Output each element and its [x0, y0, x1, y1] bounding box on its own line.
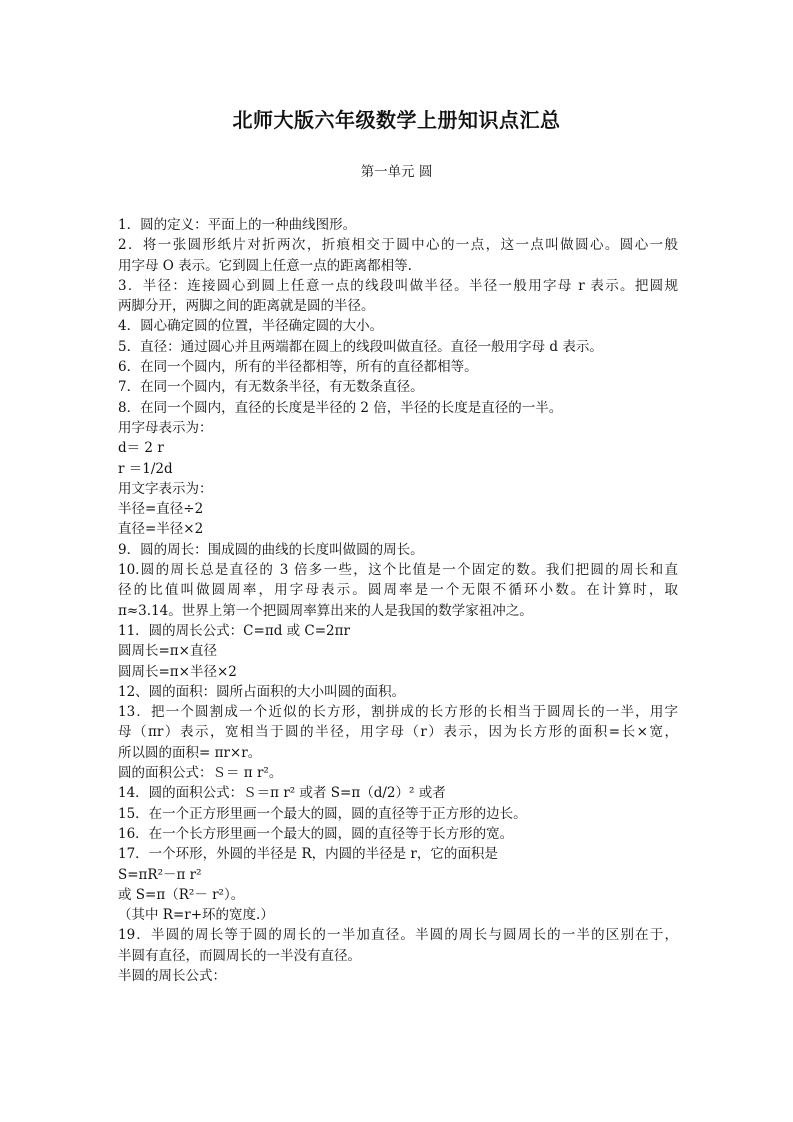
formula-line: 圆周长=π×直径	[118, 643, 217, 660]
text-line: 半圆的周长公式：	[118, 967, 226, 984]
text-line: 用字母 O 表示。它到圆上任意一点的距离都相等.	[118, 257, 412, 274]
formula-line: S=πR²－π r²	[118, 866, 202, 883]
text-line: 3．半径：连接圆心到圆上任意一点的线段叫做半径。半径一般用字母 r 表示。把圆规	[118, 277, 678, 294]
text-line: π≈3.14。世界上第一个把圆周率算出来的人是我国的数学家祖冲之。	[118, 602, 533, 619]
text-line: 用字母表示为：	[118, 419, 213, 436]
text-line: 径的比值叫做圆周率，用字母表示。圆周率是一个无限不循环小数。在计算时，取	[118, 582, 678, 599]
formula-line: d＝ 2 r	[118, 440, 164, 457]
text-line: 7．在同一个圆内，有无数条半径，有无数条直径。	[118, 379, 424, 396]
document-body	[118, 215, 678, 986]
text-line: 17．一个环形，外圆的半径是 R，内圆的半径是 r，它的面积是	[118, 846, 498, 863]
formula-line: 圆周长=π×半径×2	[118, 663, 237, 680]
formula-line: 或 S=π（R²－ r²）。	[118, 886, 245, 903]
text-line: 5．直径：通过圆心并且两端都在圆上的线段叫做直径。直径一般用字母 d 表示。	[118, 338, 603, 355]
text-line: 8．在同一个圆内，直径的长度是半径的 2 倍，半径的长度是直径的一半。	[118, 399, 563, 416]
text-line: 半圆有直径，而圆周长的一半没有直径。	[118, 947, 361, 964]
text-line: 两脚分开，两脚之间的距离就是圆的半径。	[118, 298, 375, 315]
text-line: 6．在同一个圆内，所有的半径都相等，所有的直径都相等。	[118, 359, 478, 376]
text-line: 4．圆心确定圆的位置，半径确定圆的大小。	[118, 318, 384, 335]
page-title: 北师大版六年级数学上册知识点汇总	[232, 108, 561, 132]
text-line: （其中 R=r+环的宽度.）	[118, 907, 274, 924]
text-line: 10.圆的周长总是直径的 3 倍多一些，这个比值是一个固定的数。我们把圆的周长和直	[118, 562, 678, 579]
formula-line: 14．圆的面积公式：Ｓ＝π r² 或者 S=π（d/2）² 或者	[118, 785, 446, 802]
text-line: 19．半圆的周长等于圆的周长的一半加直径。半圆的周长与圆周长的一半的区别在于，	[118, 927, 678, 944]
text-line: 1．圆的定义：平面上的一种曲线图形。	[118, 217, 357, 233]
formula-line: 半径=直径÷2	[118, 501, 204, 518]
formula-line: 直径=半径×2	[118, 521, 204, 538]
text-line: 所以圆的面积= πr×r。	[118, 744, 262, 761]
section-heading: 第一单元 圆	[360, 164, 433, 180]
text-line: 2．将一张圆形纸片对折两次，折痕相交于圆中心的一点，这一点叫做圆心。圆心一般	[118, 237, 678, 254]
formula-line: r ＝1/2d	[118, 460, 173, 477]
text-line: 12、圆的面积：圆所占面积的大小叫圆的面积。	[118, 683, 406, 700]
text-line: 9．圆的周长：围成圆的曲线的长度叫做圆的周长。	[118, 541, 424, 558]
text-line: 13．把一个圆割成一个近似的长方形，割拼成的长方形的长相当于圆周长的一半，用字	[118, 704, 678, 721]
text-line: 用文字表示为：	[118, 480, 213, 497]
formula-line: 圆的面积公式：Ｓ＝ π r²。	[118, 765, 283, 782]
text-line: 母（πr）表示，宽相当于圆的半径，用字母（r）表示，因为长方形的面积=长×宽，	[118, 724, 678, 741]
formula-line: 11．圆的周长公式：C=πd 或 C=2πr	[118, 622, 350, 639]
text-line: 16．在一个长方形里画一个最大的圆，圆的直径等于长方形的宽。	[118, 825, 514, 842]
text-line: 15．在一个正方形里画一个最大的圆，圆的直径等于正方形的边长。	[118, 805, 527, 822]
